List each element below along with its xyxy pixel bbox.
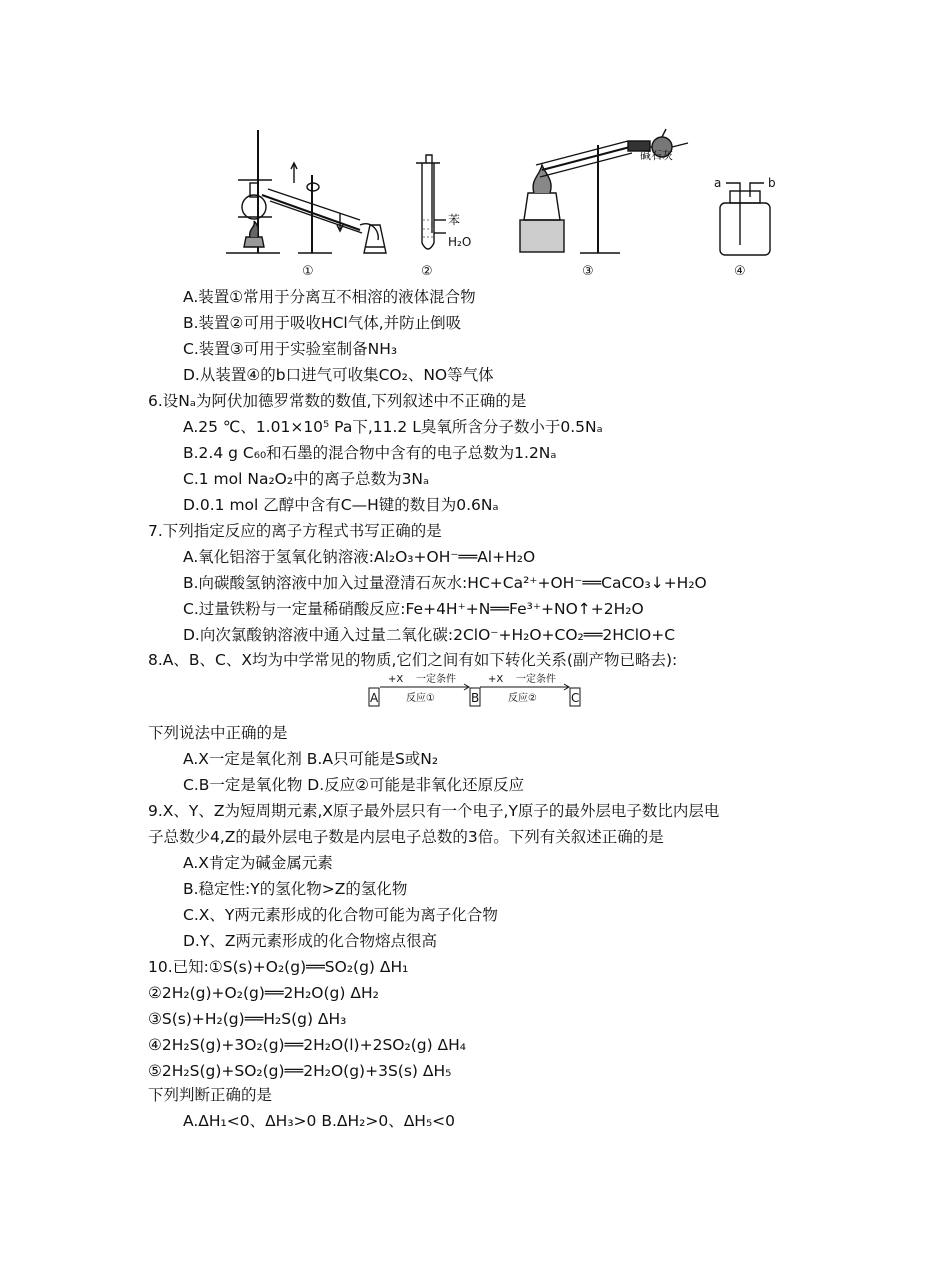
figure-label-2: ② bbox=[421, 264, 433, 279]
scheme-reaction-1: 反应① bbox=[406, 693, 435, 704]
apparatus-distillation bbox=[226, 130, 386, 253]
q9-option-c: C.X、Y两元素形成的化合物可能为离子化合物 bbox=[183, 906, 498, 924]
apparatus-test-tube bbox=[416, 155, 446, 249]
q9-option-a: A.X肯定为碱金属元素 bbox=[183, 854, 333, 872]
scheme-condition-2: 一定条件 bbox=[516, 674, 556, 685]
q7-option-a: A.氧化铝溶于氢氧化钠溶液:Al₂O₃+OH⁻══Al+H₂O bbox=[183, 548, 536, 566]
q10-eq-5: ⑤2H₂S(g)+SO₂(g)══2H₂O(g)+3S(s) ΔH₅ bbox=[148, 1062, 452, 1080]
q5-option-a: A.装置①常用于分离互不相溶的液体混合物 bbox=[183, 288, 476, 306]
q8-prompt: 下列说法中正确的是 bbox=[148, 724, 288, 742]
q8-stem: 8.A、B、C、X均为中学常见的物质,它们之间有如下转化关系(副产物已略去): bbox=[148, 651, 678, 669]
q6-option-d: D.0.1 mol 乙醇中含有C—H键的数目为0.6Nₐ bbox=[183, 496, 499, 514]
q8-reaction-scheme bbox=[368, 670, 582, 708]
apparatus-figure bbox=[210, 125, 790, 280]
q6-option-b: B.2.4 g C₆₀和石墨的混合物中含有的电子总数为1.2Nₐ bbox=[183, 444, 557, 462]
soda-lime-label: 碱石灰 bbox=[640, 149, 673, 162]
scheme-plus-x-2: +X bbox=[488, 674, 504, 685]
port-b-label: b bbox=[768, 176, 776, 190]
q10-prompt: 下列判断正确的是 bbox=[148, 1086, 273, 1104]
q10-eq-2: ②2H₂(g)+O₂(g)══2H₂O(g) ΔH₂ bbox=[148, 984, 379, 1002]
q7-option-c: C.过量铁粉与一定量稀硝酸反应:Fe+4H⁺+N══Fe³⁺+NO↑+2H₂O bbox=[183, 600, 644, 618]
q8-options-ab: A.X一定是氧化剂 B.A只可能是S或N₂ bbox=[183, 750, 439, 768]
q10-options: A.ΔH₁<0、ΔH₃>0 B.ΔH₂>0、ΔH₅<0 bbox=[183, 1112, 456, 1130]
q8-options-cd: C.B一定是氧化物 D.反应②可能是非氧化还原反应 bbox=[183, 776, 525, 794]
figure-label-1: ① bbox=[302, 264, 314, 279]
q10-stem: 10.已知:①S(s)+O₂(g)══SO₂(g) ΔH₁ bbox=[148, 958, 409, 976]
benzene-label: 苯 bbox=[448, 213, 461, 227]
q6-option-c: C.1 mol Na₂O₂中的离子总数为3Nₐ bbox=[183, 470, 430, 488]
q5-option-d: D.从装置④的b口进气可收集CO₂、NO等气体 bbox=[183, 366, 494, 384]
q7-option-d: D.向次氯酸钠溶液中通入过量二氧化碳:2ClO⁻+H₂O+CO₂══2HClO+C bbox=[183, 626, 676, 644]
q9-stem-2: 子总数少4,Z的最外层电子数是内层电子总数的3倍。下列有关叙述正确的是 bbox=[148, 828, 664, 846]
scheme-reaction-2: 反应② bbox=[508, 693, 537, 704]
q9-stem-1: 9.X、Y、Z为短周期元素,X原子最外层只有一个电子,Y原子的最外层电子数比内层电 bbox=[148, 802, 720, 820]
water-label: H₂O bbox=[448, 235, 472, 249]
scheme-node-a: A bbox=[370, 691, 379, 705]
scheme-node-b: B bbox=[471, 691, 480, 705]
apparatus-gas-generator bbox=[520, 129, 688, 253]
scheme-plus-x-1: +X bbox=[388, 674, 404, 685]
q5-option-b: B.装置②可用于吸收HCl气体,并防止倒吸 bbox=[183, 314, 462, 332]
port-a-label: a bbox=[714, 176, 722, 190]
scheme-node-c: C bbox=[571, 691, 580, 705]
q10-eq-4: ④2H₂S(g)+3O₂(g)══2H₂O(l)+2SO₂(g) ΔH₄ bbox=[148, 1036, 467, 1054]
q9-option-b: B.稳定性:Y的氢化物>Z的氢化物 bbox=[183, 880, 408, 898]
q6-stem: 6.设Nₐ为阿伏加德罗常数的数值,下列叙述中不正确的是 bbox=[148, 392, 527, 410]
apparatus-gas-bottle bbox=[720, 183, 770, 255]
q6-option-a: A.25 ℃、1.01×10⁵ Pa下,11.2 L臭氧所含分子数小于0.5Nₐ bbox=[183, 418, 603, 436]
figure-label-4: ④ bbox=[734, 264, 746, 279]
q5-option-c: C.装置③可用于实验室制备NH₃ bbox=[183, 340, 398, 358]
q9-option-d: D.Y、Z两元素形成的化合物熔点很高 bbox=[183, 932, 437, 950]
scheme-condition-1: 一定条件 bbox=[416, 674, 456, 685]
figure-label-3: ③ bbox=[582, 264, 594, 279]
q7-option-b: B.向碳酸氢钠溶液中加入过量澄清石灰水:HC+Ca²⁺+OH⁻══CaCO₃↓+H₂O bbox=[183, 574, 707, 592]
q7-stem: 7.下列指定反应的离子方程式书写正确的是 bbox=[148, 522, 442, 540]
q10-eq-3: ③S(s)+H₂(g)══H₂S(g) ΔH₃ bbox=[148, 1010, 347, 1028]
